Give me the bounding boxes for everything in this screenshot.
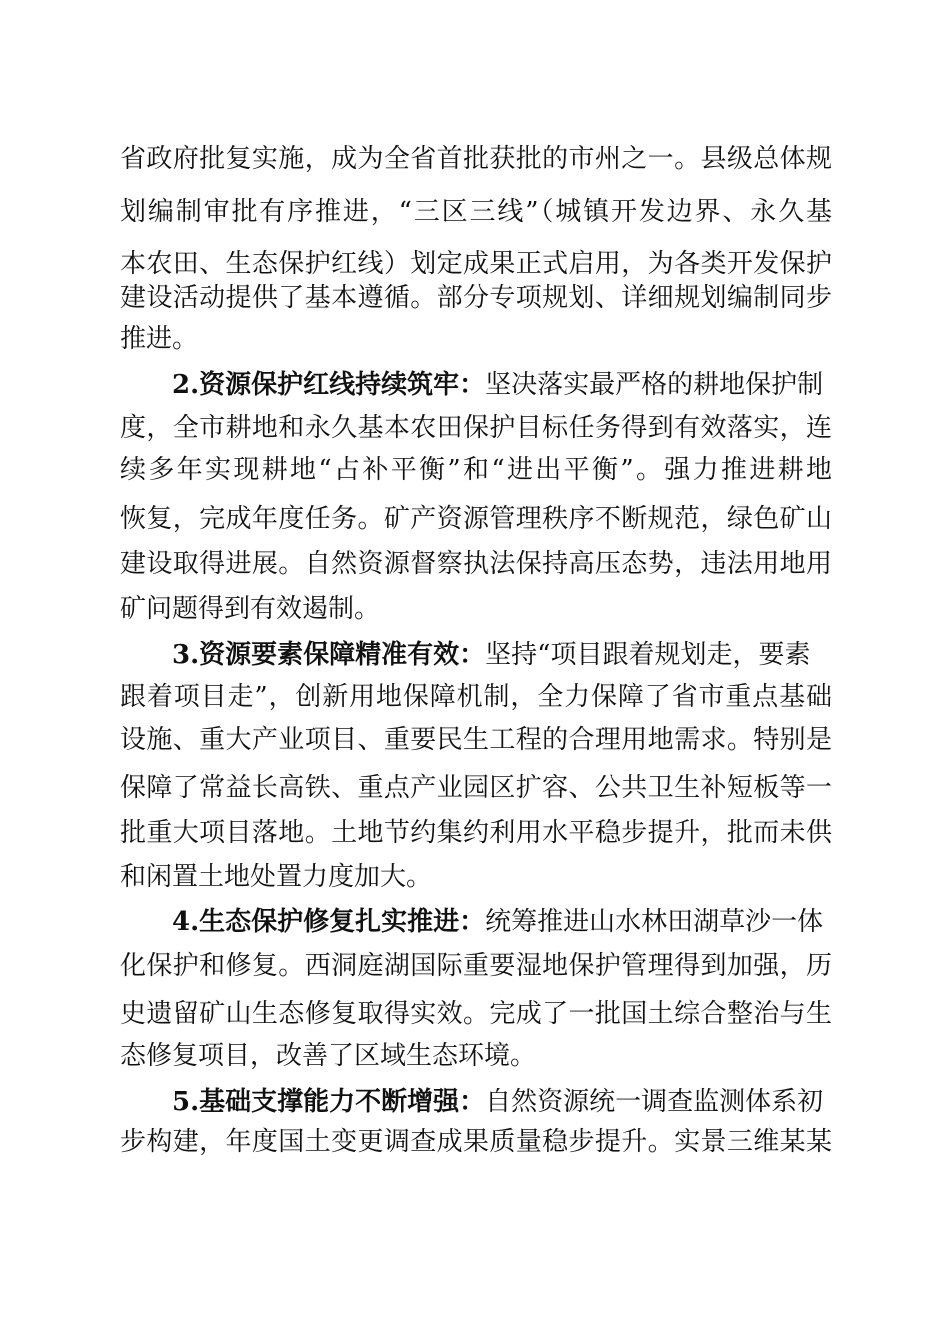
text-line: 恢复，完成年度任务。矿产资源管理秩序不断规范，绿色矿山	[120, 504, 832, 534]
text-line: 态修复项目，改善了区域生态环境。	[120, 1041, 537, 1071]
text-line: 建设活动提供了基本遵循。部分专项规划、详细规划编制同步	[120, 283, 832, 313]
text-line: 划编制审批有序推进，“三区三线”（城镇开发边界、永久基	[120, 197, 832, 227]
section-heading: 5.基础支撑能力不断增强：	[172, 1087, 486, 1117]
text-line: 省政府批复实施，成为全省首批获批的市州之一。县级总体规	[120, 144, 832, 174]
text-line: 本农田、生态保护红线）划定成果正式启用，为各类开发保护	[120, 249, 832, 279]
text-line: 建设取得进展。自然资源督察执法保持高压态势，违法用地用	[120, 549, 832, 579]
text-line: 批重大项目落地。土地节约集约利用水平稳步提升，批而未供	[120, 818, 832, 848]
text-line: 化保护和修复。西洞庭湖国际重要湿地保护管理得到加强，历	[120, 951, 832, 981]
text-line: 跟着项目走”，创新用地保障机制，全力保障了省市重点基础	[120, 682, 832, 712]
text-line: 推进。	[120, 324, 199, 354]
section-heading-line: 4.生态保护修复扎实推进：统筹推进山水林田湖草沙一体	[172, 907, 824, 937]
section-heading-line: 2.资源保护红线持续筑牢：坚决落实最严格的耕地保护制	[172, 370, 824, 400]
section-heading: 2.资源保护红线持续筑牢：	[172, 370, 486, 400]
text-line: 和闲置土地处置力度加大。	[120, 862, 433, 892]
text-line: 度，全市耕地和永久基本农田保护目标任务得到有效落实，连	[120, 413, 832, 443]
section-heading: 3.资源要素保障精准有效：	[172, 640, 486, 670]
text-line: 步构建，年度国土变更调查成果质量稳步提升。实景三维某某	[120, 1127, 832, 1157]
text-line: 史遗留矿山生态修复取得实效。完成了一批国土综合整治与生	[120, 999, 832, 1029]
text-line: 续多年实现耕地“占补平衡”和“进出平衡”。强力推进耕地	[120, 455, 832, 485]
section-heading: 4.生态保护修复扎实推进：	[172, 907, 486, 937]
section-heading-line: 5.基础支撑能力不断增强：自然资源统一调查监测体系初	[172, 1087, 824, 1117]
text-line: 保障了常益长高铁、重点产业园区扩容、公共卫生补短板等一	[120, 773, 832, 803]
section-heading-line: 3.资源要素保障精准有效：坚持“项目跟着规划走，要素	[172, 640, 811, 670]
text-line: 设施、重大产业项目、重要民生工程的合理用地需求。特别是	[120, 725, 832, 755]
text-line: 矿问题得到有效遏制。	[120, 594, 381, 624]
